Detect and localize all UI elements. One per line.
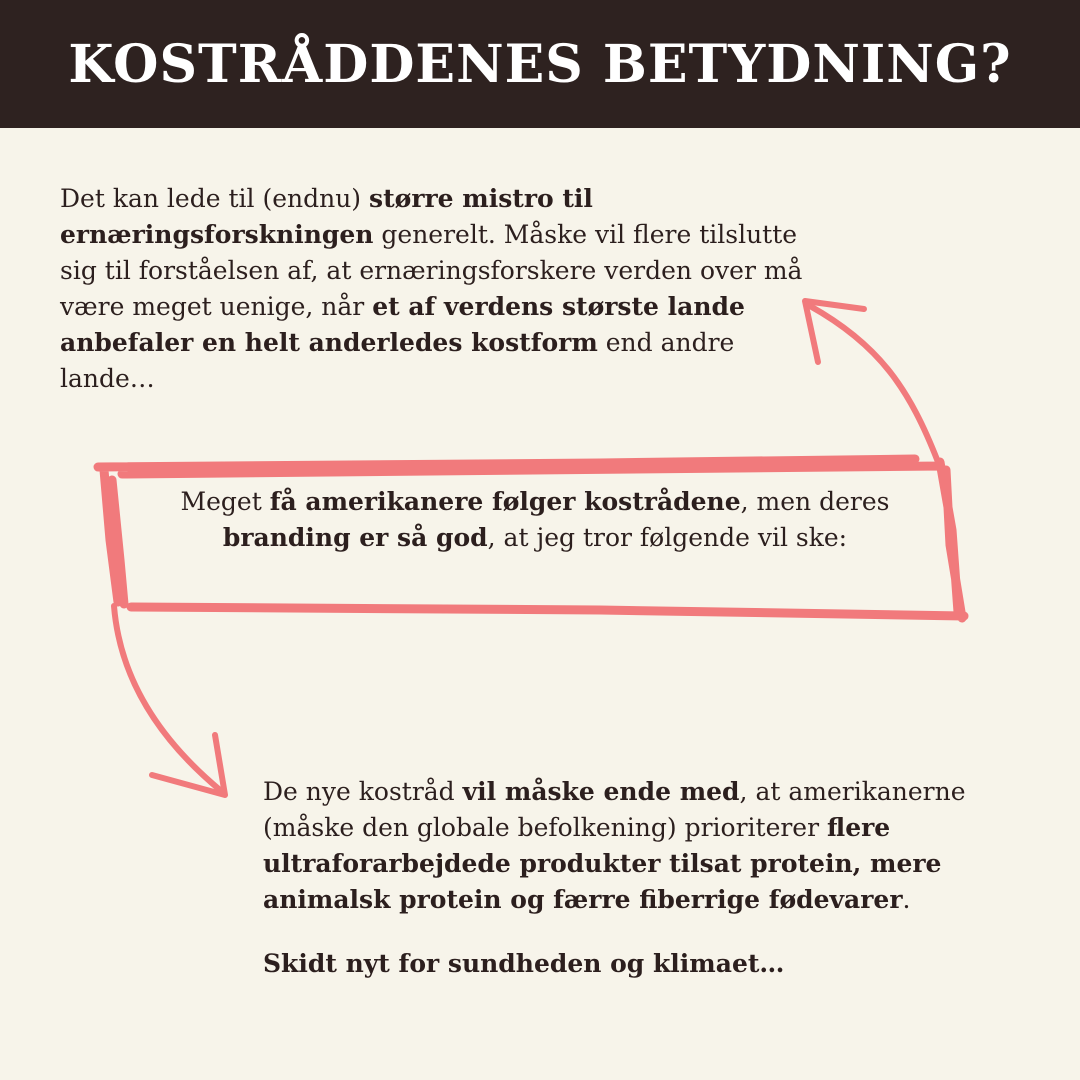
page-title: KOSTRÅDDENES BETYDNING? (68, 33, 1012, 95)
text-run: end andre lande… (60, 328, 735, 393)
text-run: , men deres (740, 487, 890, 516)
conclusion-text: Skidt nyt for sundheden og klimaet… (263, 949, 785, 978)
text-run: , at jeg tror følgende vil ske: (487, 523, 848, 552)
bottom-paragraph (263, 774, 1043, 918)
text-run: Det kan lede til (endnu) (60, 184, 370, 213)
text-run: generelt. Måske vil flere tilslutte sig til forståelsen af, at ernæringsforskere verden over må være meget uenige, når (60, 220, 803, 321)
arrow-down-curve (114, 606, 220, 790)
bold-phrase: få amerikanere følger kostrådene (269, 487, 741, 516)
center-box-text (150, 484, 920, 556)
bold-phrase: vil måske ende med (462, 777, 740, 806)
bold-phrase: flere ultraforarbejdede produkter tilsat protein, mere animalsk protein og færre fiberrige fødevarer (263, 813, 942, 914)
bold-phrase: et af verdens største lande anbefaler en helt anderledes kostform (60, 292, 745, 357)
arrow-up-curve (810, 306, 938, 462)
arrow-down-head-icon (152, 735, 225, 795)
text-run: , at amerikanerne (måske den globale befolkening) prioriterer (263, 777, 966, 842)
bold-phrase: større mistro til ernæringsforskningen (60, 184, 593, 249)
bold-phrase: branding er så god (222, 523, 488, 552)
text-run: . (902, 885, 911, 914)
top-paragraph (60, 181, 820, 397)
text-run: Meget (180, 487, 270, 516)
text-run: De nye kostråd (263, 777, 463, 806)
header-bar (0, 0, 1080, 128)
